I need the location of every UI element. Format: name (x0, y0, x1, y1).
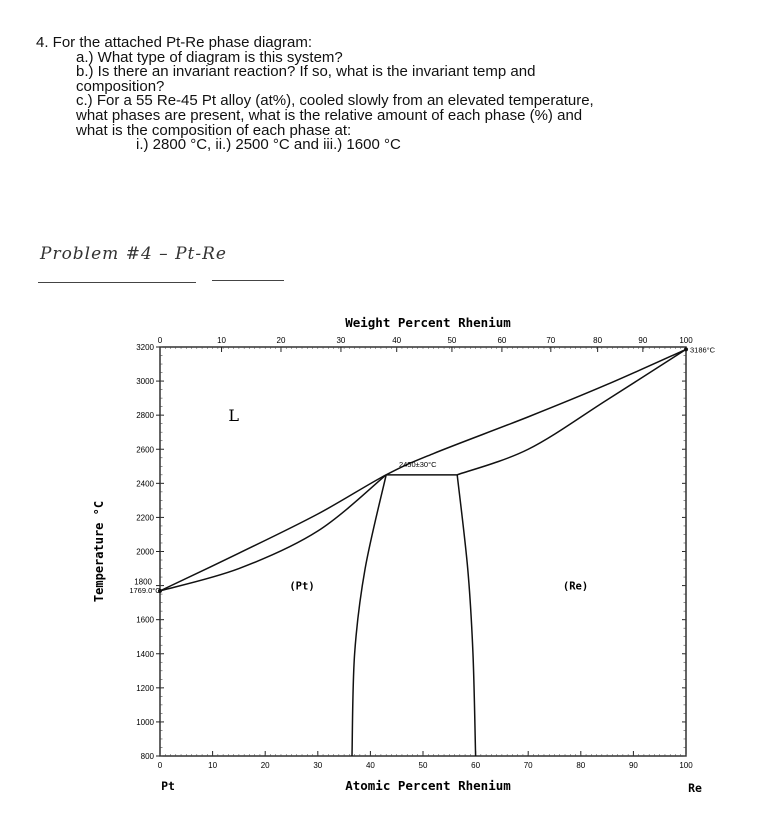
top-tick-label: 80 (593, 336, 603, 345)
solvus-pt-curve (352, 475, 386, 756)
y-tick-label: 3000 (136, 377, 154, 387)
question-part-b: b.) Is there an invariant reaction? If so, what is the invariant temp and (76, 63, 536, 81)
top-tick-label: 100 (679, 336, 693, 345)
top-tick-label: 50 (447, 336, 457, 345)
top-tick-label: 40 (392, 336, 402, 345)
top-tick-label: 90 (638, 336, 648, 345)
y-tick-label: 1000 (136, 717, 154, 727)
re-melting-point (684, 347, 688, 351)
solidus-pt-curve (160, 475, 386, 591)
phase-label-liquid: L (228, 406, 239, 426)
y-tick-label: 2200 (136, 513, 154, 523)
x-tick-label: 50 (418, 761, 428, 770)
top-tick-label: 0 (157, 336, 163, 345)
y-tick-label: 1400 (136, 649, 154, 659)
top-tick-label: 20 (276, 336, 286, 345)
top-tick-label: 30 (336, 336, 346, 345)
re-melting-point-label: 3186°C (690, 345, 716, 355)
question-part-c: c.) For a 55 Re-45 Pt alloy (at%), cooled slowly from an elevated temperature, (76, 92, 594, 110)
y-tick-label: 1600 (136, 615, 154, 625)
x-tick-label: 0 (157, 761, 163, 770)
question-part-c-continued-1: what phases are present, what is the relative amount of each phase (%) and (76, 106, 583, 124)
x-tick-label: 20 (260, 761, 270, 770)
element-pt-label: Pt (161, 779, 175, 793)
axis-ticks (134, 336, 693, 770)
question-part-c-continued-2: what is the composition of each phase at: (76, 121, 352, 139)
phase-label-pt: (Pt) (289, 580, 315, 593)
x-tick-label: 90 (628, 761, 638, 770)
solidus-re-curve (457, 349, 686, 474)
pt-melting-point-label: 1769.0°C (129, 585, 161, 595)
invariant-temperature-label: 2450±30°C (398, 459, 437, 469)
y-tick-label: 800 (140, 752, 154, 761)
top-tick-label: 10 (217, 336, 226, 345)
y-tick-label: 2600 (136, 445, 154, 455)
question-part-b-continued: composition? (76, 77, 165, 95)
x-tick-label: 80 (576, 761, 586, 770)
x-tick-label: 100 (679, 761, 693, 770)
top-axis-title: Weight Percent Rhenium (345, 315, 511, 330)
y-axis-title: Temperature °C (92, 500, 106, 603)
handwritten-label: Problem #4 – Pt-Re (40, 244, 227, 264)
y-tick-label: 1200 (136, 683, 154, 693)
y-tick-label: 1800 (134, 577, 152, 587)
liquidus-curve (160, 349, 686, 590)
y-tick-label: 2000 (136, 547, 154, 557)
bottom-axis-title: Atomic Percent Rhenium (345, 778, 511, 793)
y-tick-label: 2400 (136, 479, 154, 489)
x-tick-label: 40 (365, 761, 375, 770)
x-tick-label: 60 (471, 761, 481, 770)
question-part-a: a.) What type of diagram is this system? (76, 48, 343, 66)
element-re-label: Re (688, 781, 702, 795)
phase-label-re: (Re) (562, 580, 589, 593)
question-stem: 4. For the attached Pt-Re phase diagram: (36, 34, 312, 51)
x-tick-label: 10 (208, 761, 218, 770)
question-part-c-items: i.) 2800 °C, ii.) 2500 °C and iii.) 1600 °C (136, 136, 401, 154)
y-tick-label: 2800 (136, 411, 154, 421)
x-tick-label: 70 (523, 761, 533, 770)
top-tick-label: 70 (546, 336, 556, 345)
x-tick-label: 30 (313, 761, 323, 770)
y-tick-label: 3200 (136, 343, 154, 352)
solvus-re-curve (457, 475, 475, 756)
top-tick-label: 60 (497, 336, 507, 345)
